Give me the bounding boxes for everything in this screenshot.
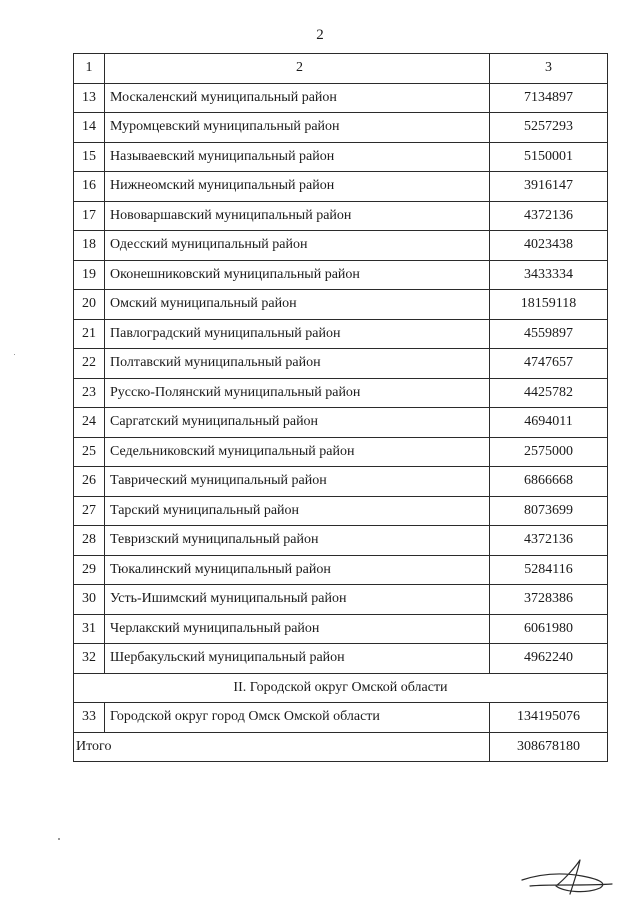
- row-name: Омский муниципальный район: [105, 290, 490, 320]
- row-number: 31: [74, 614, 105, 644]
- table-row: [74, 172, 608, 202]
- row-number: 33: [74, 703, 105, 733]
- row-value: 4372136: [490, 526, 608, 556]
- row-value: 3433334: [490, 260, 608, 290]
- row-number: 21: [74, 319, 105, 349]
- row-name: Таврический муниципальный район: [105, 467, 490, 497]
- table-row: [74, 231, 608, 261]
- row-number: 29: [74, 555, 105, 585]
- row-number: 22: [74, 349, 105, 379]
- scan-speck: [14, 354, 15, 355]
- row-number: 23: [74, 378, 105, 408]
- table-row: [74, 467, 608, 497]
- table-row: [74, 555, 608, 585]
- header-col-2: 2: [105, 54, 490, 84]
- row-value: 4747657: [490, 349, 608, 379]
- row-value: 7134897: [490, 83, 608, 113]
- row-name: Черлакский муниципальный район: [105, 614, 490, 644]
- table-row: [74, 703, 608, 733]
- row-name: Саргатский муниципальный район: [105, 408, 490, 438]
- budget-table-body: [74, 54, 608, 762]
- row-number: 32: [74, 644, 105, 674]
- table-row: [74, 585, 608, 615]
- row-value: 4372136: [490, 201, 608, 231]
- row-name: Одесский муниципальный район: [105, 231, 490, 261]
- section-heading: II. Городской округ Омской области: [74, 673, 608, 703]
- table-row: [74, 201, 608, 231]
- header-col-3: 3: [490, 54, 608, 84]
- row-name: Называевский муниципальный район: [105, 142, 490, 172]
- table-row: [74, 319, 608, 349]
- row-value: 4962240: [490, 644, 608, 674]
- table-row: [74, 526, 608, 556]
- row-name: Оконешниковский муниципальный район: [105, 260, 490, 290]
- row-name: Нововаршавский муниципальный район: [105, 201, 490, 231]
- row-number: 13: [74, 83, 105, 113]
- row-value: 4559897: [490, 319, 608, 349]
- page-number: 2: [316, 27, 324, 43]
- row-name: Нижнеомский муниципальный район: [105, 172, 490, 202]
- row-number: 16: [74, 172, 105, 202]
- row-number: 28: [74, 526, 105, 556]
- row-value: 134195076: [490, 703, 608, 733]
- row-value: 6866668: [490, 467, 608, 497]
- table-row: [74, 142, 608, 172]
- row-name: Москаленский муниципальный район: [105, 83, 490, 113]
- row-value: 6061980: [490, 614, 608, 644]
- row-number: 17: [74, 201, 105, 231]
- row-number: 24: [74, 408, 105, 438]
- row-number: 27: [74, 496, 105, 526]
- table-row: [74, 113, 608, 143]
- row-value: 4694011: [490, 408, 608, 438]
- row-name: Шербакульский муниципальный район: [105, 644, 490, 674]
- row-value: 18159118: [490, 290, 608, 320]
- row-number: 26: [74, 467, 105, 497]
- row-number: 14: [74, 113, 105, 143]
- row-value: 8073699: [490, 496, 608, 526]
- table-row: [74, 496, 608, 526]
- total-row: [74, 732, 608, 762]
- row-value: 4425782: [490, 378, 608, 408]
- table-row: [74, 349, 608, 379]
- row-value: 5257293: [490, 113, 608, 143]
- table-row: [74, 437, 608, 467]
- table-row: [74, 260, 608, 290]
- row-number: 25: [74, 437, 105, 467]
- row-name: Усть-Ишимский муниципальный район: [105, 585, 490, 615]
- section-heading-row: [74, 673, 608, 703]
- row-value: 2575000: [490, 437, 608, 467]
- header-row: [74, 54, 608, 84]
- table-row: [74, 290, 608, 320]
- row-number: 19: [74, 260, 105, 290]
- row-number: 30: [74, 585, 105, 615]
- row-name: Тюкалинский муниципальный район: [105, 555, 490, 585]
- row-number: 15: [74, 142, 105, 172]
- row-name: Муромцевский муниципальный район: [105, 113, 490, 143]
- header-col-1: 1: [74, 54, 105, 84]
- row-name: Полтавский муниципальный район: [105, 349, 490, 379]
- row-name: Седельниковский муниципальный район: [105, 437, 490, 467]
- table-row: [74, 408, 608, 438]
- row-name: Русско-Полянский муниципальный район: [105, 378, 490, 408]
- row-name: Павлоградский муниципальный район: [105, 319, 490, 349]
- row-value: 3728386: [490, 585, 608, 615]
- signature: [520, 856, 615, 896]
- row-value: 5284116: [490, 555, 608, 585]
- table-row: [74, 83, 608, 113]
- total-value: 308678180: [490, 732, 608, 762]
- budget-table: [73, 53, 608, 762]
- total-label: Итого: [74, 732, 490, 762]
- scan-speck: [58, 838, 60, 840]
- row-value: 5150001: [490, 142, 608, 172]
- row-name: Городской округ город Омск Омской области: [105, 703, 490, 733]
- row-name: Тарский муниципальный район: [105, 496, 490, 526]
- table-row: [74, 378, 608, 408]
- row-value: 3916147: [490, 172, 608, 202]
- row-name: Тевризский муниципальный район: [105, 526, 490, 556]
- table-row: [74, 644, 608, 674]
- row-value: 4023438: [490, 231, 608, 261]
- table-row: [74, 614, 608, 644]
- row-number: 20: [74, 290, 105, 320]
- row-number: 18: [74, 231, 105, 261]
